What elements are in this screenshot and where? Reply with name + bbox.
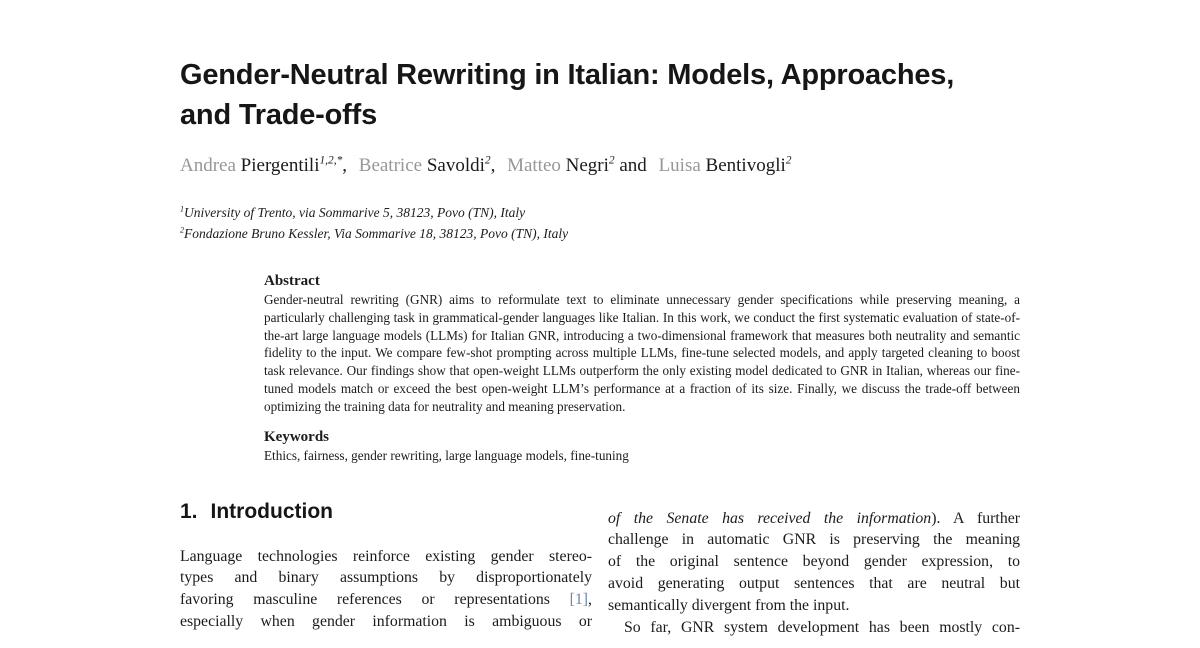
body-paragraph-line: semantically divergent from the input.	[608, 596, 850, 614]
author-3-last-name: Negri	[565, 155, 609, 176]
section-number: 1.	[180, 499, 198, 523]
section-heading-introduction	[180, 500, 592, 524]
right-column	[608, 500, 1020, 639]
body-paragraph-line: challenge in automatic GNR is preserving the meaning	[608, 531, 1020, 549]
author-4-first-name: Luisa	[658, 155, 701, 176]
body-line-text: ). A further	[931, 509, 1020, 527]
affiliation-1-marker: 1	[180, 204, 185, 214]
left-column	[180, 500, 592, 639]
author-separator: and	[614, 155, 647, 176]
abstract-block	[264, 271, 1020, 465]
affiliation-list	[180, 202, 1020, 244]
intro-paragraph-line: especially when gender information is ambiguous or	[180, 612, 592, 630]
author-4-last-name: Bentivogli	[705, 155, 786, 176]
author-3-affiliation-marker: 2	[608, 154, 615, 167]
author-2	[359, 155, 503, 176]
paper-title-line1: Gender-Neutral Rewriting in Italian: Models, Approaches,	[180, 59, 955, 91]
intro-paragraph-line	[180, 589, 592, 611]
author-1-last-name: Piergentili	[240, 155, 320, 176]
author-2-first-name: Beatrice	[358, 155, 423, 176]
author-1-affiliation-marker: 1,2,*	[319, 154, 343, 167]
author-4-affiliation-marker: 2	[785, 154, 792, 167]
author-separator: ,	[342, 155, 348, 176]
body-paragraph-line: avoid generating output sentences that are neutral but	[608, 574, 1020, 592]
author-separator: ,	[490, 155, 496, 176]
paper-title-line2: and Trade-offs	[180, 99, 377, 131]
affiliation-2	[180, 223, 1020, 244]
body-paragraph-line: of the original sentence beyond gender expression, to	[608, 553, 1020, 571]
paper-title	[180, 55, 1020, 135]
keywords-heading: Keywords	[264, 428, 329, 445]
body-paragraph-line	[608, 508, 1020, 530]
affiliation-2-marker: 2	[180, 225, 185, 235]
author-1-first-name: Andrea	[180, 155, 236, 176]
intro-line-text: ,	[588, 591, 592, 609]
keywords-text: Ethics, fairness, gender rewriting, large language models, fine-tuning	[264, 447, 629, 463]
body-paragraph-line: So far, GNR system development has been mostly con-	[624, 618, 1020, 636]
author-2-affiliation-marker: 2	[484, 154, 491, 167]
author-list	[180, 152, 1020, 179]
affiliation-1-text: University of Trento, via Sommarive 5, 38123, Povo (TN), Italy	[184, 205, 526, 220]
affiliation-2-text: Fondazione Bruno Kessler, Via Sommarive 18, 38123, Povo (TN), Italy	[184, 226, 569, 241]
affiliation-1	[180, 202, 1020, 223]
intro-paragraph-line: types and binary assumptions by disproportionately	[180, 569, 592, 587]
author-4	[659, 155, 792, 176]
two-column-body	[180, 500, 1020, 639]
author-2-last-name: Savoldi	[426, 155, 485, 176]
intro-line-text: favoring masculine references or representations	[180, 591, 550, 609]
italic-example-text: of the Senate has received the information	[608, 509, 932, 527]
abstract-text: Gender-neutral rewriting (GNR) aims to reformulate text to eliminate unnecessary gender specifications while preserving meaning, a particularly challenging task in grammatical-gender languages like Italian. In this work, we conduct the first systematic evaluation of state-of-the-art large language models (LLMs) for Italian GNR, introducing a two-dimensional framework that measures both neutrality and semantic fidelity to the input. We compare few-shot prompting across multiple LLMs, fine-tune selected models, and apply targeted cleaning to boost task relevance. Our findings show that open-weight LLMs outperform the only existing model dedicated to GNR in Italian, whereas our fine-tuned models match or exceed the best open-weight LLM’s performance at a fraction of its size. Finally, we discuss the trade-off between optimizing the training data for neutrality and meaning preservation.	[264, 292, 1020, 414]
author-3	[507, 155, 654, 176]
author-3-first-name: Matteo	[507, 155, 561, 176]
author-1	[180, 155, 354, 176]
abstract-heading: Abstract	[264, 273, 320, 289]
intro-paragraph-line: Language technologies reinforce existing gender stereo-	[180, 547, 592, 565]
citation-link-1[interactable]: [1]	[569, 591, 589, 609]
section-title: Introduction	[210, 499, 333, 523]
